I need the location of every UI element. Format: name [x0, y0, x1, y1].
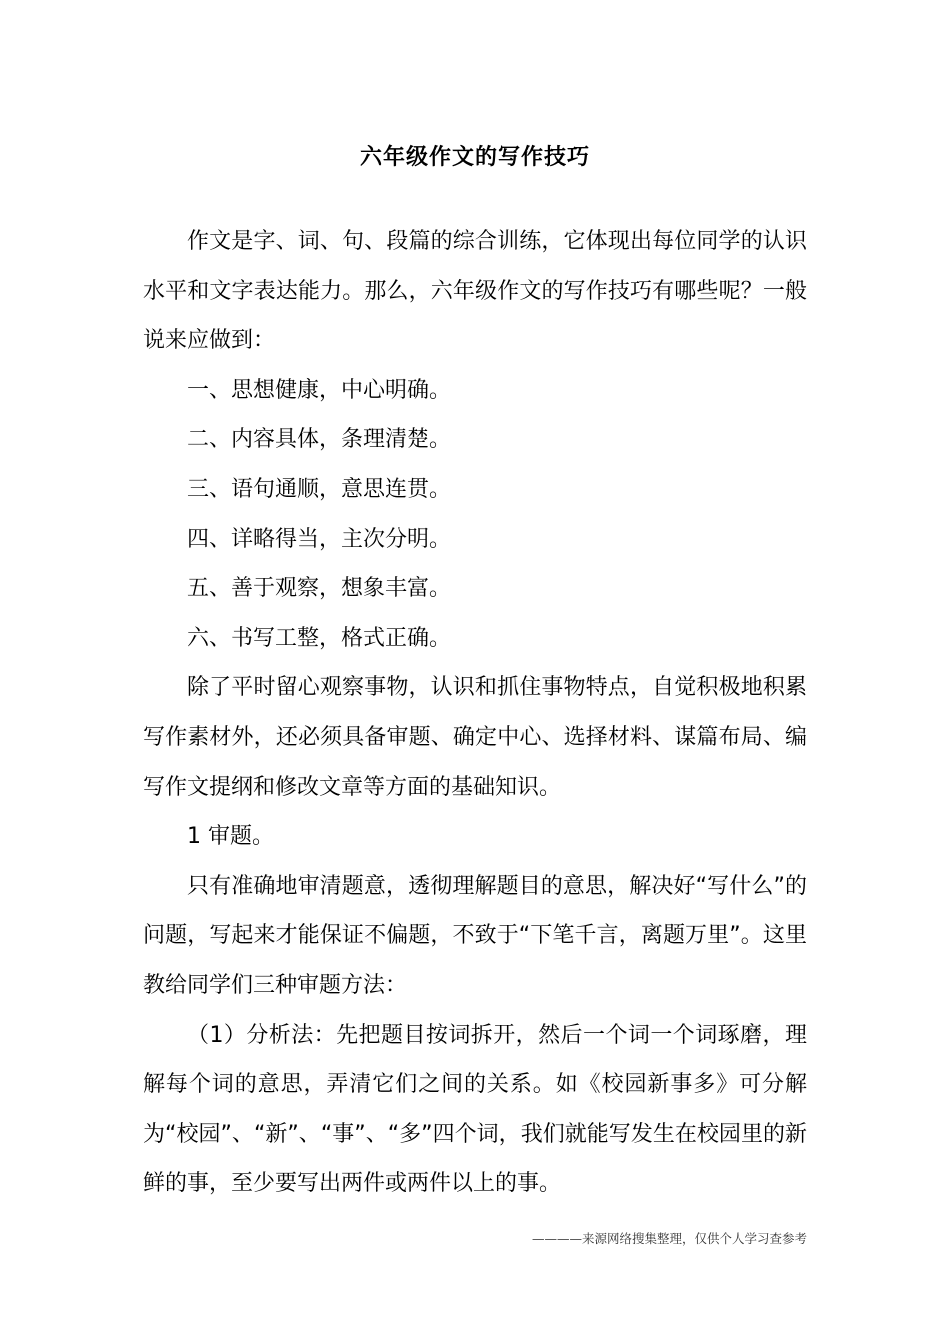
list-item-4: 四、详略得当，主次分明。 — [187, 526, 452, 552]
paragraph-basics: 除了平时留心观察事物，认识和抓住事物特点，自觉积极地积累写作素材外，还必须具备审题、确定中心、选择材料、谋篇布局、编写作文提纲和修改文章等方面的基础知识。 — [143, 675, 807, 800]
list-item-3: 三、语句通顺，意思连贯。 — [187, 476, 452, 502]
list-item-6: 六、书写工整，格式正确。 — [187, 625, 452, 651]
paragraph-analysis-method: （1）分析法：先把题目按词拆开，然后一个词一个词琢磨，理解每个词的意思，弄清它们之间的关系。如《校园新事多》可分解为“校园”、“新”、“事”、“多”四个词，我们就能写发生在校园里的新鲜的事，至少要写出两件或两件以上的事。 — [143, 1022, 807, 1197]
list-item-2: 二、内容具体，条理清楚。 — [187, 427, 452, 453]
source-footer: ————来源网络搜集整理，仅供个人学习查参考 — [531, 1231, 807, 1246]
paragraph-review: 只有准确地审清题意，透彻理解题目的意思，解决好“写什么”的问题，写起来才能保证不偏题，不致于“下笔千言，离题万里”。这里教给同学们三种审题方法： — [143, 873, 807, 998]
list-item-5: 五、善于观察，想象丰富。 — [187, 576, 452, 602]
paragraph-intro: 作文是字、词、句、段篇的综合训练，它体现出每位同学的认识水平和文字表达能力。那么，六年级作文的写作技巧有哪些呢？一般说来应做到： — [143, 229, 807, 354]
list-item-1: 一、思想健康，中心明确。 — [187, 377, 452, 403]
document-body — [143, 217, 807, 1209]
document-title: 六年级作文的写作技巧 — [359, 145, 590, 170]
section-heading-review: 1 审题。 — [187, 824, 274, 850]
